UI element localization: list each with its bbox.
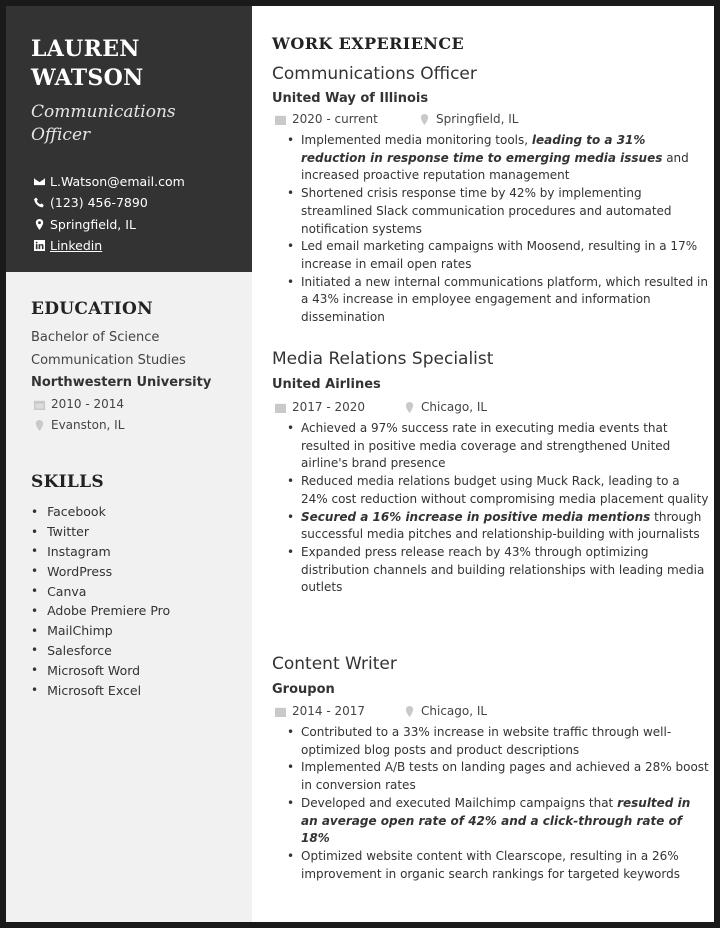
skill-item: • Canva bbox=[31, 581, 170, 601]
job-location-text: Chicago, IL bbox=[421, 400, 488, 414]
education-location-text: Evanston, IL bbox=[51, 418, 125, 432]
skill-item: • MailChimp bbox=[31, 621, 170, 641]
contact-email[interactable] bbox=[33, 174, 185, 189]
sidebar bbox=[6, 6, 252, 922]
education-degree: Bachelor of Science bbox=[31, 330, 160, 345]
work-experience-heading: WORK EXPERIENCE bbox=[272, 34, 465, 53]
contact-location bbox=[33, 217, 136, 232]
calendar-icon bbox=[274, 401, 286, 413]
company-name: United Way of Illinois bbox=[272, 91, 429, 106]
education-dates bbox=[33, 397, 124, 411]
phone-text: (123) 456-7890 bbox=[50, 195, 148, 210]
candidate-name bbox=[31, 35, 144, 93]
job-title: Content Writer bbox=[272, 654, 397, 674]
job-bullets bbox=[287, 420, 709, 597]
contact-phone[interactable] bbox=[33, 195, 148, 210]
bullet-item: • Implemented media monitoring tools, leading to a 31% reduction in response time to emerging media issues and increased proactive reputation management bbox=[287, 132, 709, 185]
sidebar-header bbox=[6, 6, 252, 272]
skill-item: • Instagram bbox=[31, 542, 170, 562]
title-line-1: Communications bbox=[31, 102, 176, 122]
job-dates bbox=[274, 704, 365, 718]
calendar-icon bbox=[274, 705, 286, 717]
map-pin-icon bbox=[403, 705, 415, 717]
envelope-icon bbox=[33, 176, 45, 188]
education-dates-text: 2010 - 2014 bbox=[51, 397, 125, 411]
job-dates-text: 2014 - 2017 bbox=[292, 704, 366, 718]
map-pin-icon bbox=[33, 419, 45, 431]
candidate-title bbox=[31, 101, 176, 147]
education-heading: EDUCATION bbox=[31, 299, 153, 319]
skill-item: • WordPress bbox=[31, 561, 170, 581]
job-dates-text: 2020 - current bbox=[292, 112, 378, 126]
first-name: LAUREN bbox=[31, 36, 140, 62]
skill-item: • Adobe Premiere Pro bbox=[31, 601, 170, 621]
bullet-item: • Implemented A/B tests on landing pages and achieved a 28% boost in conversion rates bbox=[287, 759, 709, 794]
linkedin-icon bbox=[33, 240, 45, 252]
job-bullets bbox=[287, 724, 709, 883]
education-location bbox=[33, 418, 124, 432]
last-name: WATSON bbox=[31, 65, 144, 91]
company-name: Groupon bbox=[272, 682, 335, 697]
job-title: Media Relations Specialist bbox=[272, 349, 494, 369]
skills-list bbox=[31, 502, 170, 700]
contact-linkedin[interactable] bbox=[33, 238, 102, 253]
job-location-text: Chicago, IL bbox=[421, 704, 488, 718]
phone-icon bbox=[33, 197, 45, 209]
calendar-icon bbox=[33, 398, 45, 410]
bullet-item: • Led email marketing campaigns with Moosend, resulting in a 17% increase in email open rates bbox=[287, 238, 709, 273]
bullet-item: • Developed and executed Mailchimp campaigns that resulted in an average open rate of 42% and a click-through rate of 18% bbox=[287, 795, 709, 848]
skill-item: • Microsoft Word bbox=[31, 660, 170, 680]
map-pin-icon bbox=[403, 401, 415, 413]
bullet-item: • Contributed to a 33% increase in website traffic through well-optimized blog posts and product descriptions bbox=[287, 724, 709, 759]
skill-item: • Facebook bbox=[31, 502, 170, 522]
location-text: Springfield, IL bbox=[50, 217, 136, 232]
bullet-item: • Achieved a 97% success rate in executing media events that resulted in positive media coverage and strengthened United airline's brand presence bbox=[287, 420, 709, 473]
job-location bbox=[418, 112, 518, 126]
company-name: United Airlines bbox=[272, 377, 381, 392]
skills-heading: SKILLS bbox=[31, 472, 104, 492]
job-dates-text: 2017 - 2020 bbox=[292, 400, 366, 414]
job-dates bbox=[274, 112, 378, 126]
job-location bbox=[403, 400, 487, 414]
bullet-item: • Shortened crisis response time by 42% by implementing streamlined Slack communication procedures and automated notification systems bbox=[287, 185, 709, 238]
job-bullets bbox=[287, 132, 709, 327]
bullet-item: • Expanded press release reach by 43% through optimizing distribution channels and building relationships with leading media outlets bbox=[287, 544, 709, 597]
bullet-item: • Optimized website content with Clearscope, resulting in a 26% improvement in organic search rankings for targeted keywords bbox=[287, 848, 709, 883]
linkedin-link[interactable]: Linkedin bbox=[50, 238, 103, 253]
calendar-icon bbox=[274, 113, 286, 125]
skill-item: • Microsoft Excel bbox=[31, 680, 170, 700]
education-field: Communication Studies bbox=[31, 353, 186, 368]
job-title: Communications Officer bbox=[272, 64, 477, 84]
email-text: L.Watson@email.com bbox=[50, 174, 185, 189]
skill-item: • Twitter bbox=[31, 522, 170, 542]
job-location bbox=[403, 704, 487, 718]
resume-page bbox=[6, 6, 714, 922]
job-dates bbox=[274, 400, 365, 414]
skill-item: • Salesforce bbox=[31, 641, 170, 661]
education-school: Northwestern University bbox=[31, 375, 212, 390]
bullet-item: • Reduced media relations budget using Muck Rack, leading to a 24% cost reduction without compromising media placement quality bbox=[287, 473, 709, 508]
title-line-2: Officer bbox=[31, 125, 91, 145]
bullet-item: • Secured a 16% increase in positive media mentions through successful media pitches and relationship-building with journalists bbox=[287, 509, 709, 544]
bullet-item: • Initiated a new internal communications platform, which resulted in a 43% increase in employee engagement and information dissemination bbox=[287, 274, 709, 327]
map-pin-icon bbox=[418, 113, 430, 125]
job-location-text: Springfield, IL bbox=[436, 112, 519, 126]
map-pin-icon bbox=[33, 219, 45, 231]
